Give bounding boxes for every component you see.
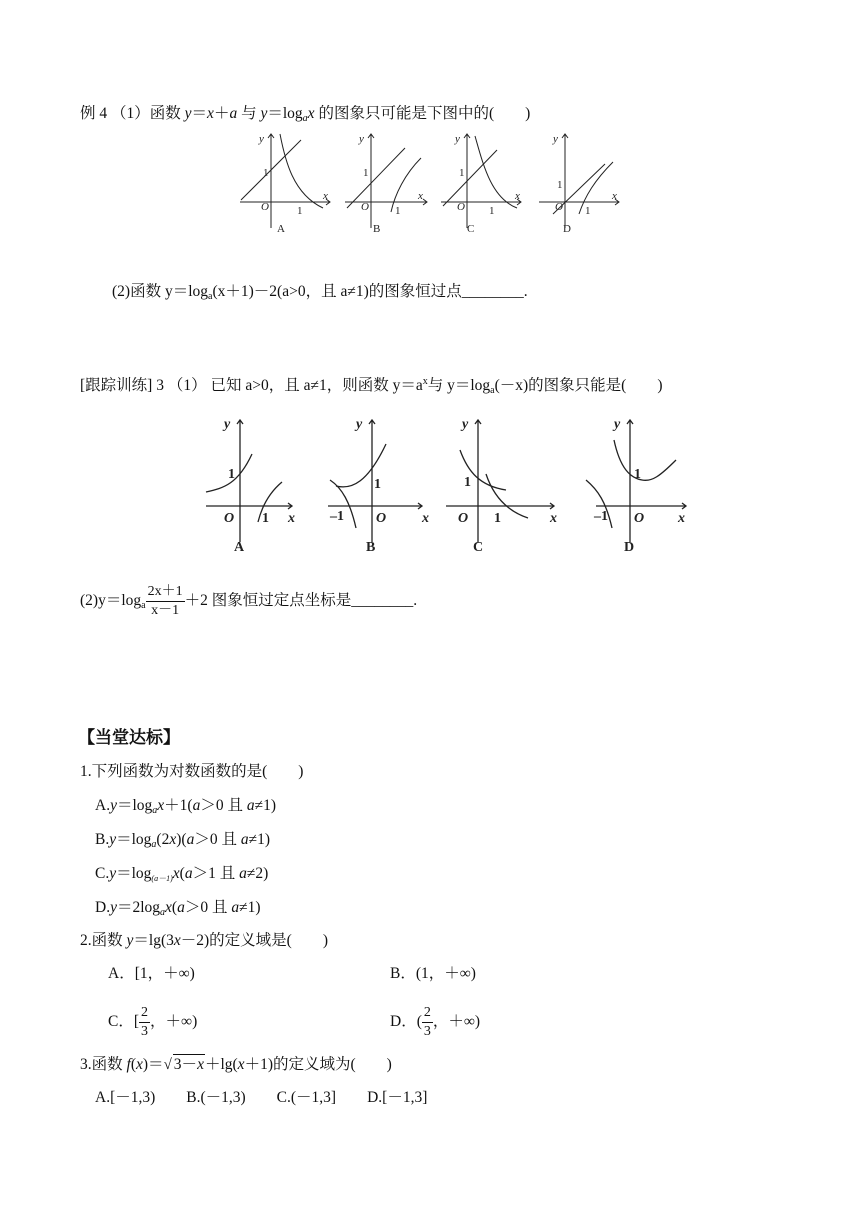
q1-option-a: $A.y=\log_ax+1(a>0$ 且 a≠1) — [95, 797, 277, 816]
sqrt-symbol: √ — [163, 1057, 172, 1073]
graphD-label: D — [563, 223, 571, 235]
q1-option-d: $D.y=2\log_ax(a>0$ 且 a≠1) — [95, 899, 261, 918]
track3-graphs — [200, 410, 700, 560]
graphD-origin: O — [555, 201, 563, 213]
q1-stem: 1.下列函数为对数函数的是( ) — [80, 763, 304, 780]
graphD-y-label: y — [553, 133, 558, 145]
graphC-y-label: y — [462, 417, 469, 432]
graphC-tick-y1: 1 — [459, 167, 465, 179]
graphA-y-label: y — [224, 417, 231, 432]
q2-option-a: A．[1，＋∞) — [108, 965, 195, 982]
graphA-x-label: x — [323, 190, 328, 202]
graphC-tick-x1: 1 — [494, 511, 501, 526]
fraction: $\frac{2}{3}$ — [423, 1005, 431, 1039]
q3-stem: 3.函数 f(x)＝√ 3－x＋lg(x＋1)的定义域为( ) — [80, 1056, 392, 1073]
graphD-x-label: x — [612, 190, 617, 202]
graphB-y-label: y — [356, 417, 363, 432]
example4-question: 例 4 （1）函数 y＝x＋a 与 $y=\log_ax$ 的图象只可能是下图中的( ) — [80, 105, 531, 124]
q1-option-c: $C.y=\log_{(a-1)}x(a>1$ 且 a≠2) — [95, 865, 269, 883]
graphC-tick-x1: 1 — [489, 205, 495, 217]
graphB-origin: O — [361, 201, 369, 213]
graphB-x-label: x — [422, 511, 429, 526]
graphA-x-label: x — [288, 511, 295, 526]
graphA-tick-y1: 1 — [263, 167, 269, 179]
track3-part2: $(2)y=\log_a$ $\frac{2x+1}{x-1}$ ＋2 图象恒过定点坐标是________. — [80, 584, 418, 618]
graphA-tick-y1: 1 — [228, 467, 235, 482]
q1-option-b: $B.y=\log_a(2x)(a>0$ 且 a≠1) — [95, 831, 270, 850]
graphB-label: B — [366, 540, 376, 555]
q2-stem: 2.函数 y＝lg(3x－2)的定义域是( ) — [80, 932, 329, 949]
graphA-origin: O — [261, 201, 269, 213]
graphB-tick-x1: 1 — [395, 205, 401, 217]
graphD-origin: O — [634, 511, 645, 526]
q2-option-d: D．( $\frac{2}{3}$ ，＋∞) — [390, 1005, 481, 1039]
graphC-label: C — [473, 540, 484, 555]
graphD-tick-y1: 1 — [634, 467, 641, 482]
example4-graphs — [235, 128, 635, 238]
graphA-tick-x1: 1 — [262, 511, 269, 526]
graphA-label: A — [277, 223, 285, 235]
graphC-origin: O — [457, 201, 465, 213]
graphA-tick-x1: 1 — [297, 205, 303, 217]
graphB-origin: O — [376, 511, 387, 526]
graphC-x-label: x — [515, 190, 520, 202]
graphA-y-label: y — [259, 133, 264, 145]
graphB-label: B — [373, 223, 381, 235]
fraction: $\frac{2x+1}{x-1}$ — [147, 584, 183, 618]
fraction: $\frac{2}{3}$ — [141, 1005, 149, 1039]
graphB-y-label: y — [359, 133, 364, 145]
graphB-x-label: x — [418, 190, 423, 202]
q3-options: A.[－1,3) B.(－1,3) C.(－1,3] D.[－1,3] — [95, 1089, 428, 1106]
graphD-tick-x-1: –1 — [594, 509, 608, 524]
graphB-tick-x-1: –1 — [330, 509, 344, 524]
graphC-origin: O — [458, 511, 469, 526]
graphD-y-label: y — [614, 417, 621, 432]
q2-option-c: C．[ $\frac{2}{3}$ ，＋∞) — [108, 1005, 198, 1039]
graphB-tick-y1: 1 — [374, 477, 381, 492]
graphC-y-label: y — [455, 133, 460, 145]
graphC-x-label: x — [550, 511, 557, 526]
graphC-tick-y1: 1 — [464, 475, 471, 490]
graphA-label: A — [234, 540, 245, 555]
graphB-tick-y1: 1 — [363, 167, 369, 179]
section-title: 【当堂达标】 — [78, 728, 180, 748]
graphA-origin: O — [224, 511, 235, 526]
q2-option-b: B．(1，＋∞) — [390, 965, 476, 982]
example4-part2: (2)函数 $y=\log_a(x+1)-2(a>0$，且 a≠1)的图象恒过点________. — [112, 283, 528, 302]
graphD-label: D — [624, 540, 635, 555]
radicand: 3－x — [173, 1056, 204, 1073]
graphD-x-label: x — [678, 511, 685, 526]
track3-question: [跟踪训练] 3 （1） 已知 a>0，且 a≠1，则函数 $y=a^x$与 $y=\log_a(-x)$的图象只能是( ) — [80, 376, 663, 396]
graphD-tick-y1: 1 — [557, 179, 563, 191]
graphD-tick-x1: 1 — [585, 205, 591, 217]
graphC-label: C — [467, 223, 475, 235]
